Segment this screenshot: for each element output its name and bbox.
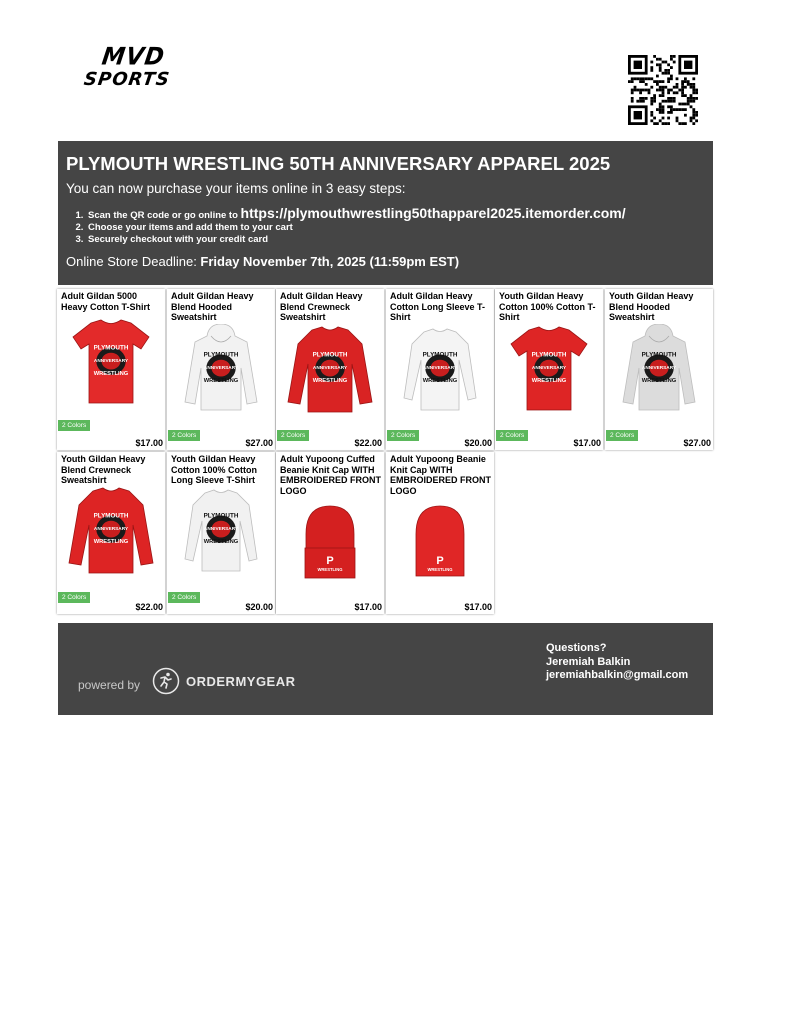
contact-block [546,642,688,683]
graphic-line-3: WRESTLING [422,377,458,384]
step-3: 3. Securely checkout with your credit card [86,234,626,246]
product-price: $17.00 [354,602,382,612]
store-deadline [66,254,459,269]
footer [58,623,713,715]
product-image[interactable] [61,317,161,409]
plymouth-wrestling-graphic [94,513,129,545]
colors-badge[interactable]: 2 Colors [496,430,528,441]
graphic-line-1: PLYMOUTH [203,512,239,520]
colors-badge[interactable]: 2 Colors [58,420,90,431]
graphic-line-2: ANNIVERSARY [203,366,239,372]
contact-name: Jeremiah Balkin [546,655,631,668]
product-price: $17.00 [573,438,601,448]
product-card[interactable] [605,289,713,450]
product-name: Adult Gildan Heavy Blend Hooded Sweatshirt [171,291,254,322]
graphic-line-2: ANNIVERSARY [422,366,458,372]
product-name: Adult Gildan 5000 Heavy Cotton T-Shirt [61,291,151,312]
deadline-label: Online Store Deadline: [66,254,201,269]
graphic-line-3: WRESTLING [312,377,348,384]
graphic-line-3: WRESTLING [93,370,129,377]
ordermygear-brand: ORDERMYGEAR [186,674,296,689]
graphic-line-1: PLYMOUTH [312,351,348,359]
plymouth-wrestling-graphic [94,345,129,377]
powered-by-label: powered by [78,678,141,692]
product-price: $20.00 [245,602,273,612]
beanie-logo-word: WRESTLING [317,567,343,572]
graphic-line-3: WRESTLING [641,377,677,384]
graphic-line-3: WRESTLING [93,538,129,545]
mvd-sports-logo [82,43,182,92]
graphic-line-1: PLYMOUTH [93,512,129,520]
product-name: Adult Yupoong Cuffed Beanie Knit Cap WITH EMBROIDERED FRONT LOGO [280,454,381,496]
banner-subtitle: You can now purchase your items online in 3 easy steps: [66,181,406,196]
product-card[interactable] [386,289,494,450]
product-name: Youth Gildan Heavy Blend Hooded Sweatshirt [609,291,694,322]
graphic-line-2: ANNIVERSARY [312,366,348,372]
product-card[interactable] [167,452,275,614]
graphic-line-2: ANNIVERSARY [93,359,129,365]
colors-badge[interactable]: 2 Colors [168,592,200,603]
qr-code-icon[interactable] [628,55,698,125]
questions-label: Questions? [546,642,607,654]
beanie-logo-letter: P [436,555,444,567]
step-1 [86,207,626,222]
product-price: $22.00 [354,438,382,448]
colors-badge[interactable]: 2 Colors [58,592,90,603]
plymouth-wrestling-graphic [313,352,348,384]
steps-list [66,207,626,246]
colors-badge[interactable]: 2 Colors [387,430,419,441]
product-name: Adult Yupoong Beanie Knit Cap WITH EMBROIDERED FRONT LOGO [390,454,491,496]
product-card[interactable] [495,289,603,450]
product-image[interactable] [280,498,380,590]
step-1-text: Scan the QR code or go online to [88,210,241,221]
product-card[interactable] [57,289,165,450]
colors-badge[interactable]: 2 Colors [277,430,309,441]
product-image[interactable] [390,498,490,590]
logo-line-2: SPORTS [82,69,172,90]
deadline-value: Friday November 7th, 2025 (11:59pm EST) [200,254,460,269]
plymouth-wrestling-graphic [532,352,567,384]
plymouth-wrestling-graphic [204,352,239,384]
product-image[interactable] [280,324,380,416]
product-price: $27.00 [245,438,273,448]
product-card[interactable] [167,289,275,450]
page-title: PLYMOUTH WRESTLING 50TH ANNIVERSARY APPAREL 2025 [66,153,611,174]
graphic-line-2: ANNIVERSARY [203,527,239,533]
product-name: Youth Gildan Heavy Cotton 100% Cotton T-Shirt [499,291,596,322]
product-name: Adult Gildan Heavy Cotton Long Sleeve T-Shirt [390,291,486,322]
product-image[interactable] [171,324,271,416]
graphic-line-3: WRESTLING [203,538,239,545]
product-name: Adult Gildan Heavy Blend Crewneck Sweatshirt [280,291,363,322]
colors-badge[interactable]: 2 Colors [168,430,200,441]
product-price: $17.00 [464,602,492,612]
plymouth-wrestling-graphic [642,352,677,384]
product-card[interactable] [276,452,384,614]
ordermygear-runner-icon [152,667,180,695]
contact-email[interactable]: jeremiahbalkin@gmail.com [546,669,689,681]
product-image[interactable] [609,324,709,416]
plymouth-wrestling-graphic [204,513,239,545]
product-price: $17.00 [135,438,163,448]
product-price: $27.00 [683,438,711,448]
product-card[interactable] [57,452,165,614]
graphic-line-1: PLYMOUTH [531,351,567,359]
colors-badge[interactable]: 2 Colors [606,430,638,441]
graphic-line-3: WRESTLING [203,377,239,384]
ordermygear-logo[interactable] [152,667,296,695]
beanie-logo-word: WRESTLING [427,567,453,572]
logo-line-1: MVD [100,43,167,71]
graphic-line-2: ANNIVERSARY [531,366,567,372]
step-2: 2. Choose your items and add them to your cart [86,222,626,234]
product-image[interactable] [61,485,161,577]
graphic-line-1: PLYMOUTH [203,351,239,359]
store-url-link[interactable]: https://plymouthwrestling50thapparel2025.itemorder.com/ [240,205,626,221]
graphic-line-3: WRESTLING [531,377,567,384]
product-name: Youth Gildan Heavy Blend Crewneck Sweatshirt [61,454,146,485]
info-banner [58,141,713,285]
product-price: $20.00 [464,438,492,448]
product-card[interactable] [386,452,494,614]
plymouth-wrestling-graphic [423,352,458,384]
graphic-line-1: PLYMOUTH [93,344,129,352]
product-image[interactable] [171,485,271,577]
product-price: $22.00 [135,602,163,612]
graphic-line-2: ANNIVERSARY [641,366,677,372]
product-card[interactable] [276,289,384,450]
product-image[interactable] [499,324,599,416]
graphic-line-2: ANNIVERSARY [93,527,129,533]
graphic-line-1: PLYMOUTH [422,351,458,359]
graphic-line-1: PLYMOUTH [641,351,677,359]
product-name: Youth Gildan Heavy Cotton 100% Cotton Long Sleeve T-Shirt [171,454,257,485]
beanie-logo-letter: P [326,555,334,567]
product-image[interactable] [390,324,490,416]
